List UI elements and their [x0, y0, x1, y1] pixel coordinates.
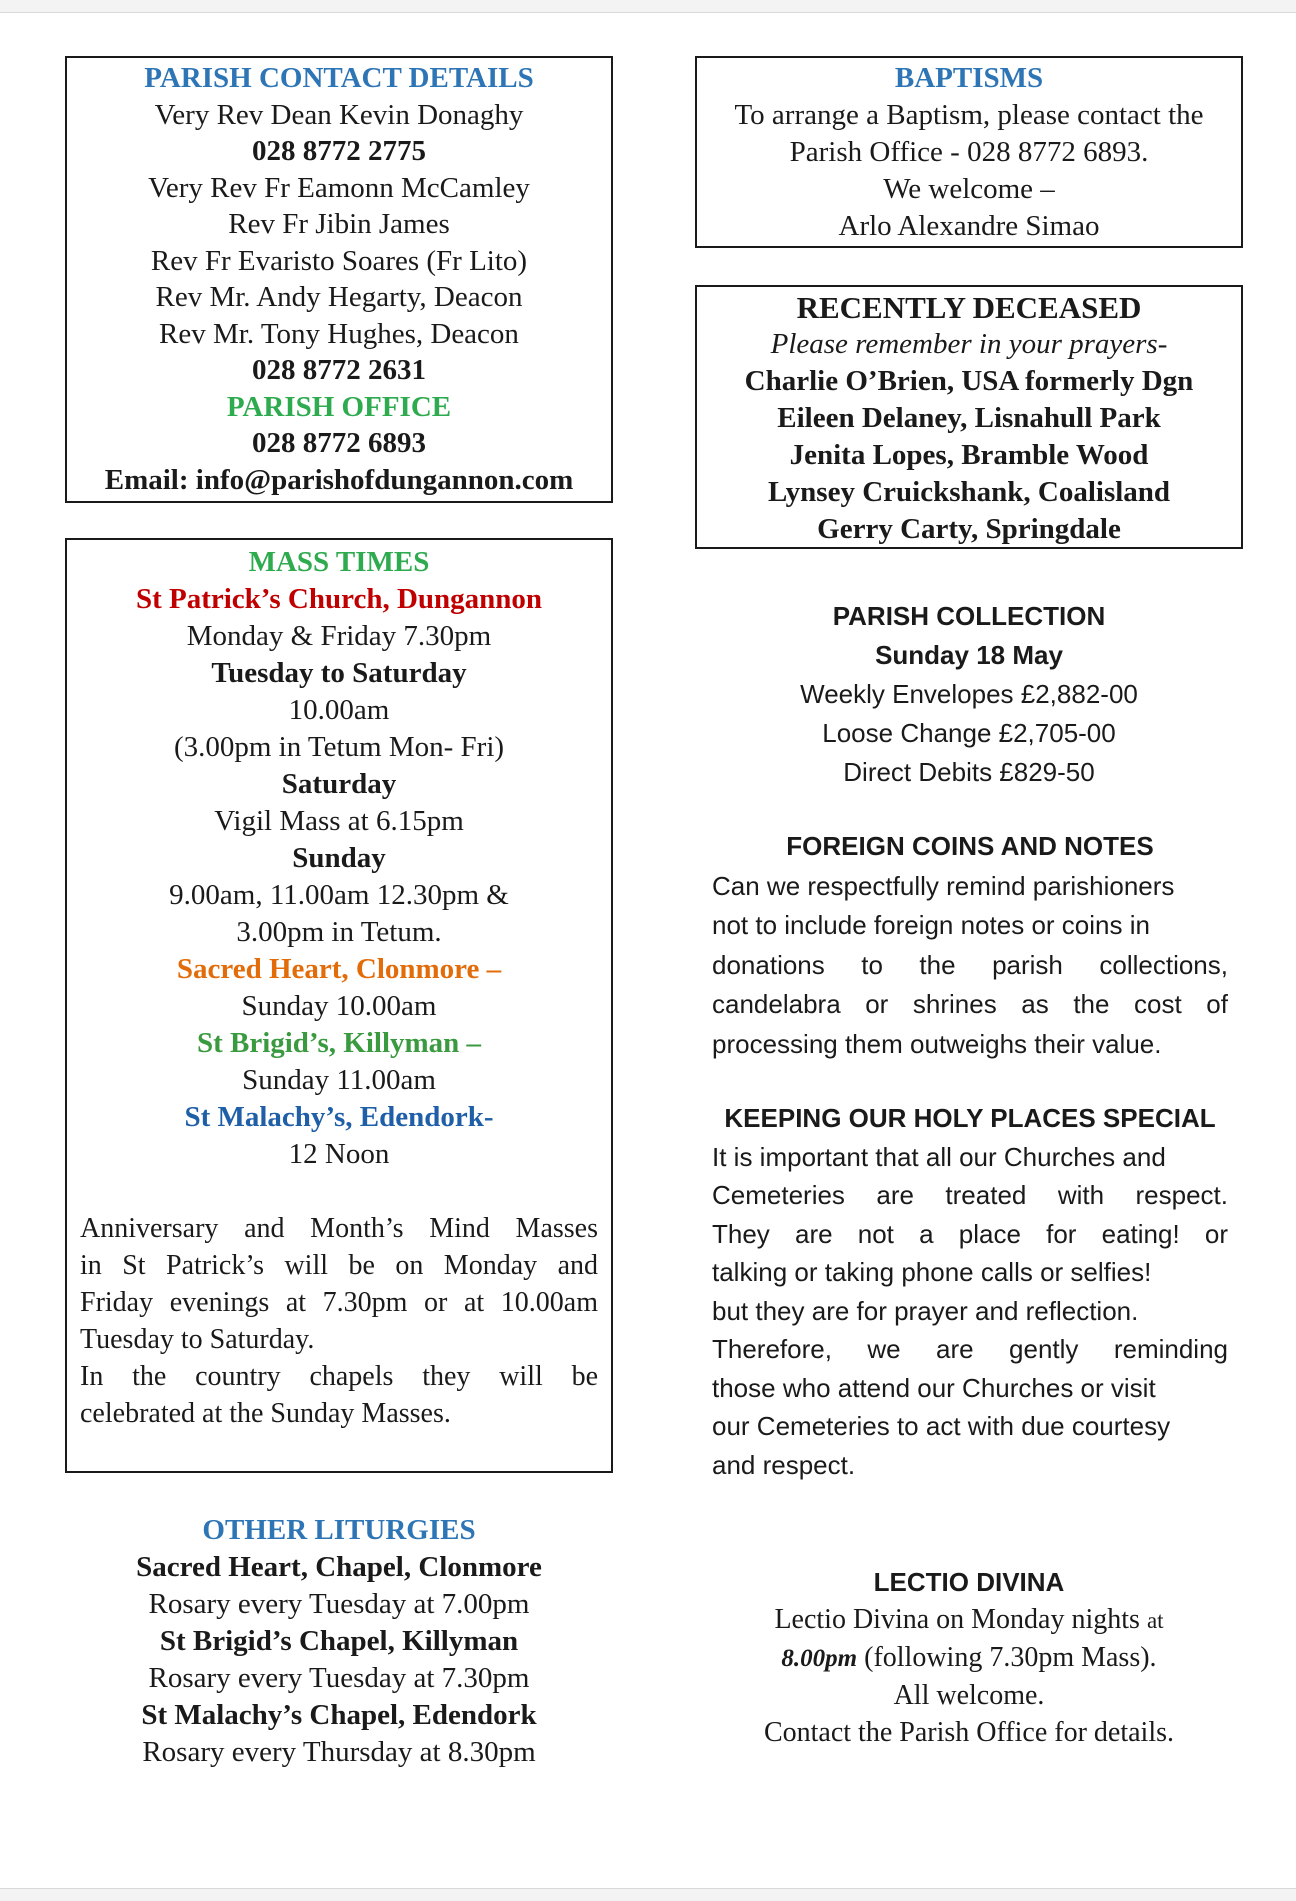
parish-contact-box: [65, 56, 613, 503]
recently-deceased-box: [695, 285, 1243, 549]
anniversary-note: [80, 1210, 598, 1432]
rosary-time: Rosary every Thursday at 8.30pm: [142, 1736, 536, 1768]
mass-time: Sunday 11.00am: [242, 1064, 436, 1096]
killyman-heading: St Brigid’s, Killyman –: [196, 1027, 482, 1059]
lectio-time: 8.00pm: [781, 1645, 858, 1672]
collection-line: Direct Debits £829-50: [843, 757, 1095, 787]
mass-time: 9.00am, 11.00am 12.30pm &: [169, 879, 509, 911]
deceased-name: Eileen Delaney, Lisnahull Park: [777, 402, 1161, 434]
day-label: Sunday: [292, 842, 386, 874]
phone-number: 028 8772 2631: [252, 354, 426, 386]
coins-line: Can we respectfully remind parishioners: [712, 870, 1175, 901]
lectio-text: at: [1146, 1608, 1164, 1633]
mass-time: 12 Noon: [288, 1138, 390, 1170]
mass-time: (3.00pm in Tetum Mon- Fri): [173, 731, 505, 763]
rosary-time: Rosary every Tuesday at 7.00pm: [148, 1588, 530, 1620]
note-line: Tuesday to Saturday.: [80, 1324, 315, 1355]
clergy-line: Rev Fr Jibin James: [228, 208, 450, 240]
day-label: Saturday: [281, 768, 397, 800]
holy-line: Therefore, we are gently reminding: [712, 1334, 1228, 1364]
foreign-coins-section: [712, 827, 1228, 1064]
coins-line: donations to the parish collections,: [712, 949, 1228, 980]
baptisms-heading: BAPTISMS: [894, 62, 1044, 94]
lectio-text: (following 7.30pm Mass).: [864, 1642, 1157, 1673]
lectio-divina-section: [695, 1564, 1243, 1751]
deceased-name: Lynsey Cruickshank, Coalisland: [767, 476, 1171, 508]
holy-line: talking or taking phone calls or selfies!: [712, 1257, 1152, 1287]
baptisms-line: To arrange a Baptism, please contact the: [734, 99, 1204, 131]
note-line: Anniversary and Month’s Mind Masses: [80, 1213, 598, 1244]
lectio-line: All welcome.: [893, 1680, 1045, 1711]
lectio-heading: LECTIO DIVINA: [873, 1567, 1065, 1597]
contact-heading: PARISH CONTACT DETAILS: [144, 62, 534, 94]
coins-heading: FOREIGN COINS AND NOTES: [786, 831, 1154, 861]
liturgies-heading: OTHER LITURGIES: [202, 1514, 476, 1546]
lectio-line: [695, 1601, 1243, 1639]
office-heading: PARISH OFFICE: [226, 390, 452, 423]
mass-time: 3.00pm in Tetum.: [236, 916, 442, 948]
clergy-line: Rev Mr. Andy Hegarty, Deacon: [155, 281, 523, 313]
holy-line: our Cemeteries to act with due courtesy: [712, 1411, 1171, 1441]
collection-heading: PARISH COLLECTION: [832, 601, 1106, 631]
collection-date: Sunday 18 May: [875, 640, 1063, 670]
mass-time: 10.00am: [288, 694, 390, 726]
holy-heading: KEEPING OUR HOLY PLACES SPECIAL: [724, 1103, 1216, 1133]
deceased-name: Jenita Lopes, Bramble Wood: [789, 439, 1149, 471]
holy-line: and respect.: [712, 1449, 856, 1480]
phone-number: 028 8772 2775: [252, 135, 426, 167]
holy-line: They are not a place for eating! or: [712, 1218, 1228, 1249]
mass-times-box: [65, 538, 613, 1473]
clergy-line: Rev Fr Evaristo Soares (Fr Lito): [150, 244, 528, 277]
lectio-line: [695, 1639, 1243, 1677]
page-top-edge: [0, 0, 1296, 13]
mass-time: Vigil Mass at 6.15pm: [214, 805, 464, 837]
coins-line: candelabra or shrines as the cost of: [712, 989, 1228, 1019]
office-phone: 028 8772 6893: [252, 427, 426, 459]
holy-line: It is important that all our Churches and: [712, 1141, 1166, 1172]
deceased-name: Gerry Carty, Springdale: [817, 513, 1121, 545]
clonmore-heading: Sacred Heart, Clonmore –: [176, 953, 502, 985]
mass-time: Sunday 10.00am: [241, 990, 437, 1022]
chapel-name: St Malachy’s Chapel, Edendork: [141, 1699, 537, 1731]
holy-line: but they are for prayer and reflection.: [712, 1295, 1139, 1326]
note-line: In the country chapels they will be: [80, 1361, 598, 1392]
st-patricks-heading: St Patrick’s Church, Dungannon: [135, 583, 543, 615]
chapel-name: Sacred Heart, Chapel, Clonmore: [136, 1551, 542, 1583]
rosary-time: Rosary every Tuesday at 7.30pm: [148, 1662, 530, 1694]
holy-line: those who attend our Churches or visit: [712, 1372, 1156, 1403]
lectio-line: Contact the Parish Office for details.: [763, 1717, 1175, 1748]
edendork-heading: St Malachy’s, Edendork-: [184, 1101, 494, 1133]
clergy-line: Very Rev Fr Eamonn McCamley: [148, 171, 530, 204]
day-label: Tuesday to Saturday: [211, 657, 467, 689]
email-address[interactable]: Email: info@parishofdungannon.com: [104, 463, 574, 496]
note-line: in St Patrick’s will be on Monday and: [80, 1250, 598, 1281]
deceased-name: Charlie O’Brien, USA formerly Dgn: [744, 365, 1194, 397]
chapel-name: St Brigid’s Chapel, Killyman: [159, 1625, 519, 1657]
holy-places-section: [712, 1099, 1228, 1484]
deceased-intro: Please remember in your prayers-: [770, 328, 1168, 360]
lectio-text: Lectio Divina on Monday nights: [774, 1604, 1140, 1635]
page-bottom-edge: [0, 1888, 1296, 1901]
coins-line: processing them outweighs their value.: [712, 1028, 1162, 1059]
deceased-heading: RECENTLY DECEASED: [796, 290, 1142, 325]
collection-line: Loose Change £2,705-00: [822, 718, 1116, 748]
coins-line: not to include foreign notes or coins in: [712, 910, 1150, 940]
clergy-line: Very Rev Dean Kevin Donaghy: [154, 98, 524, 131]
collection-line: Weekly Envelopes £2,882-00: [800, 679, 1138, 709]
other-liturgies-section: [65, 1512, 613, 1771]
clergy-line: Rev Mr. Tony Hughes, Deacon: [159, 317, 519, 350]
mass-time: Monday & Friday 7.30pm: [186, 620, 492, 652]
baptisms-line: Arlo Alexandre Simao: [838, 210, 1100, 242]
holy-line: Cemeteries are treated with respect.: [712, 1180, 1228, 1210]
parish-collection-section: [695, 597, 1243, 792]
note-line: Friday evenings at 7.30pm or at 10.00am: [80, 1287, 598, 1318]
baptisms-line: We welcome –: [883, 173, 1055, 205]
note-line: celebrated at the Sunday Masses.: [80, 1398, 451, 1429]
mass-times-heading: MASS TIMES: [248, 546, 430, 578]
baptisms-line: Parish Office - 028 8772 6893.: [789, 136, 1149, 168]
baptisms-box: [695, 56, 1243, 248]
